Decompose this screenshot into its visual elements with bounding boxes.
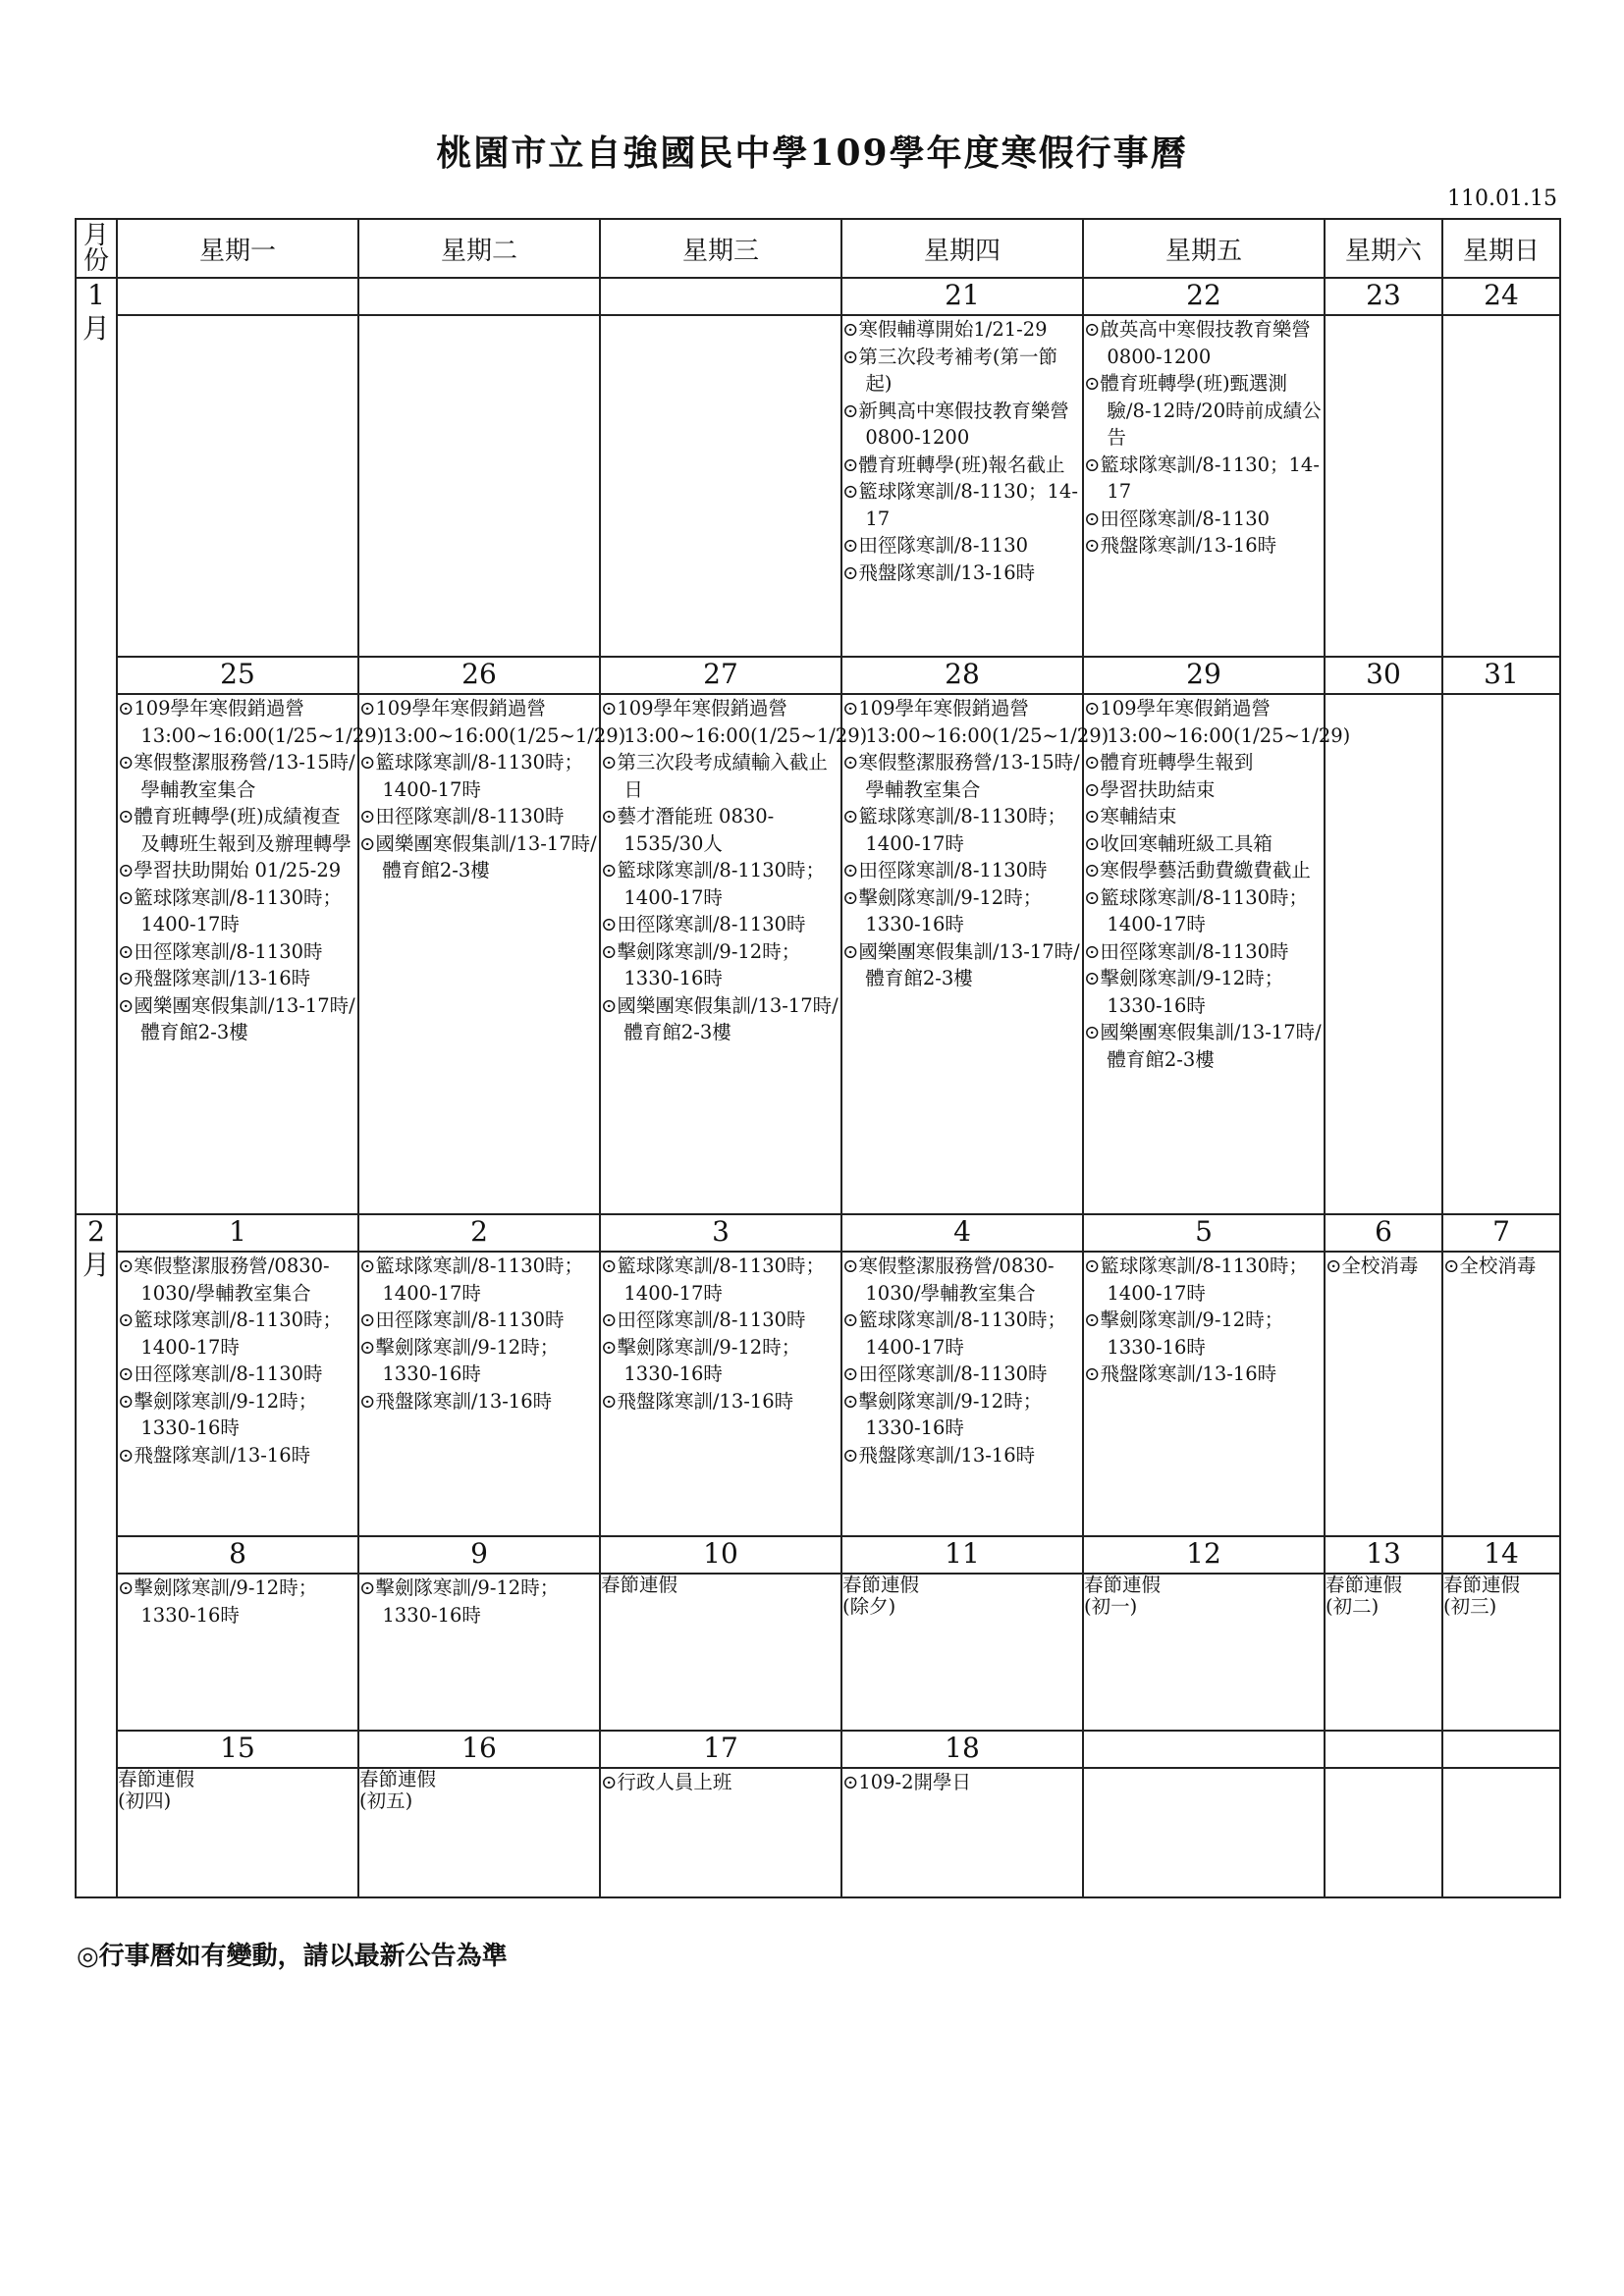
event-cell <box>1325 1252 1442 1536</box>
event-item: ⊙籃球隊寒訓/8-1130；14-17 <box>1084 453 1320 503</box>
event-cell <box>358 1768 600 1897</box>
event-item: ⊙田徑隊寒訓/8-1130時 <box>359 805 565 828</box>
event-row <box>76 1252 1560 1536</box>
page-title: 桃園市立自強國民中學109學年度寒假行事曆 <box>436 133 1188 174</box>
event-cell <box>600 1768 841 1897</box>
date-cell <box>600 1731 841 1768</box>
event-item: ⊙國樂團寒假集訓/13-17時/體育館2-3樓 <box>118 993 355 1043</box>
date-number: 26 <box>461 658 497 690</box>
event-item: ⊙國樂團寒假集訓/13-17時/體育館2-3樓 <box>1084 1021 1322 1071</box>
event-item: ⊙體育班轉學(班)甄選測驗/8-12時/20時前成績公告 <box>1084 372 1322 449</box>
event-item: ⊙田徑隊寒訓/8-1130 <box>1084 507 1271 530</box>
date-cell <box>1325 1536 1442 1574</box>
event-cell <box>1083 315 1325 657</box>
event-item: ⊙擊劍隊寒訓/9-12時；1330-16時 <box>842 1389 1043 1439</box>
event-cell <box>1083 1252 1325 1536</box>
event-cell <box>1083 1768 1325 1897</box>
event-cell <box>1442 1252 1560 1536</box>
event-item: ⊙田徑隊寒訓/8-1130時 <box>359 1308 565 1331</box>
event-item: ⊙田徑隊寒訓/8-1130時 <box>1084 939 1289 963</box>
date-cell <box>358 657 600 694</box>
event-item: ⊙109-2開學日 <box>842 1771 972 1793</box>
event-item: ⊙籃球隊寒訓/8-1130時；1400-17時 <box>118 1308 343 1359</box>
date-cell <box>600 278 841 315</box>
event-item: ⊙寒假整潔服務營/0830-1030/學輔教室集合 <box>842 1255 1055 1305</box>
event-item: ⊙飛盤隊寒訓/13-16時 <box>118 967 311 989</box>
event-item: ⊙籃球隊寒訓/8-1130時；1400-17時 <box>1084 885 1309 935</box>
event-item: ⊙體育班轉學(班)報名截止 <box>842 453 1065 476</box>
header-thursday: 星期四 <box>841 219 1083 278</box>
event-item: 春節連假 <box>601 1574 678 1596</box>
date-number: 6 <box>1375 1215 1392 1248</box>
event-item: ⊙體育班轉學生報到 <box>1084 751 1254 774</box>
event-item: ⊙體育班轉學(班)成績複查及轉班生報到及辦理轉學 <box>118 805 352 855</box>
date-number: 30 <box>1366 658 1401 690</box>
event-cell <box>117 1768 358 1897</box>
date-row <box>76 657 1560 694</box>
event-item: ⊙擊劍隊寒訓/9-12時；1330-16時 <box>1084 1308 1284 1359</box>
date-cell <box>1325 1214 1442 1252</box>
date-number: 7 <box>1492 1215 1510 1248</box>
event-cell <box>1442 694 1560 1214</box>
event-item: ⊙籃球隊寒訓/8-1130時；1400-17時 <box>359 1255 584 1305</box>
month-label-january: 1 月 <box>76 278 117 1214</box>
month-column-header: 月 份 <box>76 219 117 278</box>
event-item: ⊙國樂團寒假集訓/13-17時/體育館2-3樓 <box>601 993 839 1043</box>
event-item: ⊙學習扶助結束 <box>1084 777 1216 801</box>
date-cell <box>1083 278 1325 315</box>
event-item: ⊙國樂團寒假集訓/13-17時/體育館2-3樓 <box>359 831 597 881</box>
event-cell <box>600 315 841 657</box>
event-item: ⊙啟英高中寒假技教育樂營 0800-1200 <box>1084 318 1318 368</box>
event-cell <box>841 694 1110 1214</box>
event-item: ⊙109學年寒假銷過營 13:00~16:00(1/25~1/29) <box>1084 697 1351 747</box>
date-number: 9 <box>470 1537 488 1570</box>
weekday-header-row <box>76 219 1560 278</box>
date-number: 25 <box>220 658 255 690</box>
date-cell <box>358 1731 600 1768</box>
event-item: ⊙飛盤隊寒訓/13-16時 <box>118 1443 311 1467</box>
date-number: 1 <box>229 1215 246 1248</box>
event-cell <box>117 694 385 1214</box>
event-cell <box>117 315 358 657</box>
date-cell <box>600 1214 841 1252</box>
date-number: 14 <box>1484 1537 1519 1570</box>
event-cell <box>117 1252 358 1536</box>
date-cell <box>117 278 358 315</box>
date-cell <box>600 1536 841 1574</box>
date-number: 28 <box>945 658 980 690</box>
event-item: 春節連假 (初二) <box>1326 1574 1403 1618</box>
date-number: 29 <box>1186 658 1221 690</box>
event-item: 春節連假 (初三) <box>1443 1574 1521 1618</box>
date-cell <box>1083 657 1325 694</box>
event-cell <box>841 1252 1083 1536</box>
event-item: ⊙籃球隊寒訓/8-1130時；1400-17時 <box>118 885 343 935</box>
date-cell <box>117 1536 358 1574</box>
date-number: 8 <box>229 1537 246 1570</box>
event-item: ⊙新興高中寒假技教育樂營 0800-1200 <box>842 399 1076 449</box>
event-item: ⊙寒假學藝活動費繳費截止 <box>1084 859 1311 881</box>
event-item: 春節連假 (初一) <box>1084 1574 1162 1618</box>
event-item: ⊙籃球隊寒訓/8-1130時；1400-17時 <box>601 1255 826 1305</box>
date-number: 31 <box>1484 658 1519 690</box>
header-friday: 星期五 <box>1083 219 1325 278</box>
event-item: ⊙擊劍隊寒訓/9-12時；1330-16時 <box>601 1335 801 1385</box>
event-item: ⊙109學年寒假銷過營 13:00~16:00(1/25~1/29) <box>601 697 868 747</box>
date-cell <box>1325 657 1442 694</box>
event-cell <box>1442 1768 1560 1897</box>
event-item: ⊙田徑隊寒訓/8-1130時 <box>118 939 323 963</box>
event-item: 春節連假 (除夕) <box>842 1574 920 1618</box>
date-number: 10 <box>703 1537 738 1570</box>
date-number: 27 <box>703 658 738 690</box>
event-cell <box>358 315 600 657</box>
date-cell <box>1325 1731 1442 1768</box>
date-number: 11 <box>945 1537 980 1570</box>
event-item: ⊙籃球隊寒訓/8-1130；14-17 <box>842 480 1078 530</box>
date-number: 5 <box>1195 1215 1213 1248</box>
date-cell <box>1083 1536 1325 1574</box>
date-cell <box>1442 1214 1560 1252</box>
event-item: ⊙第三次段考成績輸入截止日 <box>601 751 828 801</box>
date-number: 18 <box>945 1732 980 1764</box>
date-cell <box>841 278 1083 315</box>
event-item: 春節連假 (初四) <box>118 1768 195 1812</box>
event-item: ⊙擊劍隊寒訓/9-12時；1330-16時 <box>601 939 801 989</box>
date-cell <box>1442 657 1560 694</box>
date-cell <box>358 1536 600 1574</box>
date-number: 24 <box>1484 279 1519 311</box>
date-row <box>76 1731 1560 1768</box>
event-item: ⊙擊劍隊寒訓/9-12時；1330-16時 <box>1084 967 1284 1017</box>
event-cell <box>358 1252 600 1536</box>
date-number: 22 <box>1186 279 1221 311</box>
date-cell <box>117 1214 358 1252</box>
event-cell <box>1325 694 1442 1214</box>
event-cell <box>358 1574 600 1731</box>
event-cell <box>1442 315 1560 657</box>
event-item: ⊙籃球隊寒訓/8-1130時；1400-17時 <box>1084 1255 1309 1305</box>
date-number: 15 <box>220 1732 255 1764</box>
header-tuesday: 星期二 <box>358 219 600 278</box>
date-cell <box>1442 278 1560 315</box>
date-row <box>76 1536 1560 1574</box>
event-item: ⊙藝才潛能班 0830-1535/30人 <box>601 805 775 855</box>
date-number: 23 <box>1366 279 1401 311</box>
date-number: 13 <box>1366 1537 1401 1570</box>
date-number: 16 <box>461 1732 497 1764</box>
date-cell <box>1325 278 1442 315</box>
event-item: ⊙寒假整潔服務營/13-15時/學輔教室集合 <box>842 751 1080 801</box>
event-cell <box>841 315 1083 657</box>
event-cell <box>600 1574 841 1731</box>
month-label-february: 2 月 <box>76 1214 117 1897</box>
event-item: ⊙學習扶助開始 01/25-29 <box>118 859 342 881</box>
event-item: ⊙第三次段考補考(第一節起) <box>842 345 1057 395</box>
date-number: 4 <box>953 1215 971 1248</box>
date-row <box>76 1214 1560 1252</box>
date-cell <box>1083 1731 1325 1768</box>
date-cell <box>358 278 600 315</box>
event-item: ⊙飛盤隊寒訓/13-16時 <box>601 1389 794 1413</box>
event-cell <box>841 1574 1083 1731</box>
date-cell <box>841 1731 1083 1768</box>
event-item: ⊙全校消毒 <box>1443 1255 1537 1277</box>
header-sunday: 星期日 <box>1442 219 1560 278</box>
event-item: ⊙籃球隊寒訓/8-1130時；1400-17時 <box>359 751 584 801</box>
date-cell <box>117 657 358 694</box>
event-cell <box>1083 694 1351 1214</box>
event-item: ⊙籃球隊寒訓/8-1130時；1400-17時 <box>842 1308 1067 1359</box>
calendar-table <box>75 218 1561 1898</box>
date-number: 2 <box>470 1215 488 1248</box>
event-item: ⊙擊劍隊寒訓/9-12時；1330-16時 <box>118 1389 318 1439</box>
event-item: ⊙擊劍隊寒訓/9-12時；1330-16時 <box>118 1576 318 1627</box>
date-cell <box>358 1214 600 1252</box>
event-item: ⊙田徑隊寒訓/8-1130時 <box>601 1308 806 1331</box>
event-row <box>76 1768 1560 1897</box>
event-item: ⊙擊劍隊寒訓/9-12時；1330-16時 <box>359 1335 560 1385</box>
header-monday: 星期一 <box>117 219 358 278</box>
event-item: ⊙田徑隊寒訓/8-1130時 <box>842 1362 1048 1385</box>
event-item: ⊙109學年寒假銷過營 13:00~16:00(1/25~1/29) <box>118 697 385 747</box>
event-item: ⊙收回寒輔班級工具箱 <box>1084 831 1272 855</box>
event-cell <box>358 694 626 1214</box>
event-cell <box>117 1574 358 1731</box>
date-cell <box>117 1731 358 1768</box>
event-row <box>76 1574 1560 1731</box>
date-number: 17 <box>703 1732 738 1764</box>
date-cell <box>841 1536 1083 1574</box>
event-item: ⊙籃球隊寒訓/8-1130時；1400-17時 <box>842 805 1067 855</box>
event-cell <box>1325 1574 1442 1731</box>
event-item: ⊙寒輔結束 <box>1084 805 1177 828</box>
event-item: ⊙飛盤隊寒訓/13-16時 <box>359 1389 553 1413</box>
event-cell <box>1325 315 1442 657</box>
event-item: ⊙國樂團寒假集訓/13-17時/體育館2-3樓 <box>842 939 1080 989</box>
event-item: ⊙飛盤隊寒訓/13-16時 <box>1084 534 1277 557</box>
date-number: 12 <box>1186 1537 1221 1570</box>
date-number: 21 <box>945 279 980 311</box>
event-cell <box>841 1768 1083 1897</box>
event-cell <box>600 694 868 1214</box>
document-date: 110.01.15 <box>1447 187 1557 211</box>
event-row <box>76 315 1560 657</box>
event-item: ⊙寒假輔導開始1/21-29 <box>842 318 1048 341</box>
event-item: ⊙飛盤隊寒訓/13-16時 <box>842 1443 1036 1467</box>
header-saturday: 星期六 <box>1325 219 1442 278</box>
event-item: ⊙擊劍隊寒訓/9-12時；1330-16時 <box>359 1576 560 1627</box>
event-cell <box>600 1252 841 1536</box>
event-cell <box>1083 1574 1325 1731</box>
event-item: ⊙109學年寒假銷過營 13:00~16:00(1/25~1/29) <box>359 697 626 747</box>
event-item: ⊙全校消毒 <box>1326 1255 1419 1277</box>
footer-note: ◎行事曆如有變動，請以最新公告為準 <box>77 1942 508 1971</box>
date-cell <box>1083 1214 1325 1252</box>
event-item: ⊙田徑隊寒訓/8-1130時 <box>842 859 1048 881</box>
event-cell <box>1325 1768 1442 1897</box>
event-item: ⊙飛盤隊寒訓/13-16時 <box>842 561 1036 584</box>
date-cell <box>1442 1536 1560 1574</box>
event-item: ⊙寒假整潔服務營/0830-1030/學輔教室集合 <box>118 1255 330 1305</box>
event-row <box>76 694 1560 1214</box>
date-cell <box>600 657 841 694</box>
date-cell <box>841 1214 1083 1252</box>
header-wednesday: 星期三 <box>600 219 841 278</box>
event-item: ⊙寒假整潔服務營/13-15時/學輔教室集合 <box>118 751 355 801</box>
date-cell <box>1442 1731 1560 1768</box>
event-item: ⊙行政人員上班 <box>601 1771 732 1793</box>
event-cell <box>1442 1574 1560 1731</box>
event-item: ⊙田徑隊寒訓/8-1130 <box>842 534 1029 557</box>
event-item: 春節連假 (初五) <box>359 1768 437 1812</box>
event-item: ⊙飛盤隊寒訓/13-16時 <box>1084 1362 1277 1385</box>
event-item: ⊙籃球隊寒訓/8-1130時；1400-17時 <box>601 859 826 909</box>
date-number: 3 <box>712 1215 730 1248</box>
date-row <box>76 278 1560 315</box>
event-item: ⊙田徑隊寒訓/8-1130時 <box>601 913 806 935</box>
date-cell <box>841 657 1083 694</box>
event-item: ⊙109學年寒假銷過營 13:00~16:00(1/25~1/29) <box>842 697 1110 747</box>
event-item: ⊙擊劍隊寒訓/9-12時；1330-16時 <box>842 885 1043 935</box>
event-item: ⊙田徑隊寒訓/8-1130時 <box>118 1362 323 1385</box>
